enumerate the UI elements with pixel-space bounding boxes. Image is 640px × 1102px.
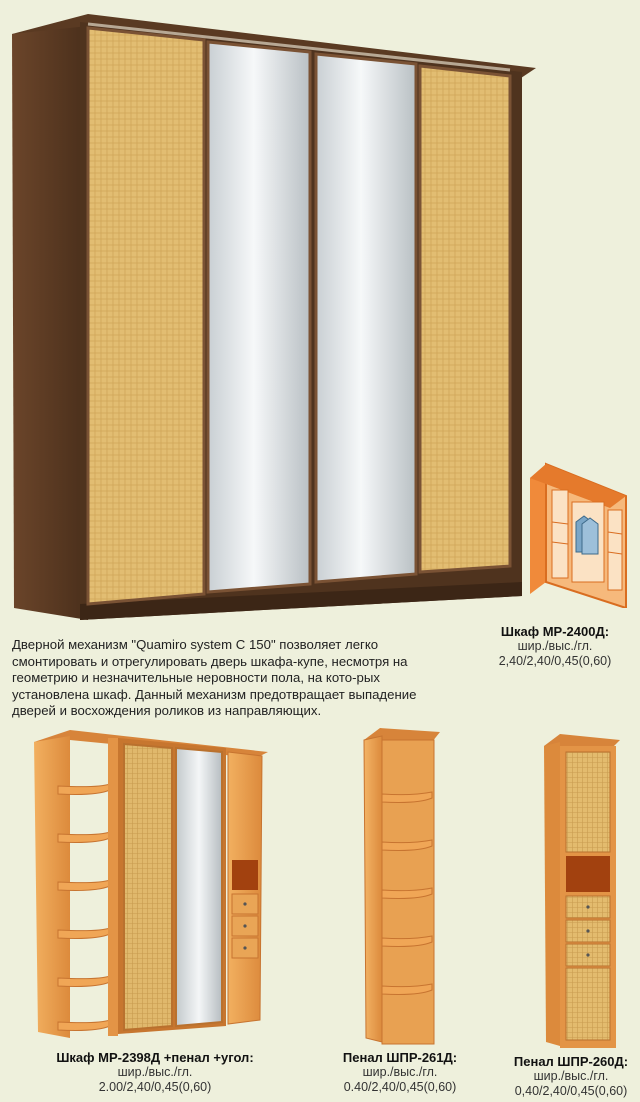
caption-dims-label: шир./выс./гл. [517, 639, 593, 653]
caption-title: Пенал ШПР-261Д: [342, 1050, 458, 1065]
caption-dims: 0.40/2,40/0,45(0,60) [343, 1080, 457, 1094]
caption-dims: 0,40/2,40/0,45(0,60) [514, 1084, 628, 1098]
wardrobe-interior-diagram [528, 462, 628, 608]
caption-mp-2398d [20, 1050, 290, 1095]
wardrobe-mp-2400d-image [8, 8, 538, 628]
caption-dims-label: шир./выс./гл. [362, 1065, 438, 1079]
caption-dims: 2,40/2,40/0,45(0,60) [498, 654, 612, 668]
caption-dims-label: шир./выс./гл. [117, 1065, 193, 1079]
caption-mp-2400d [470, 624, 640, 669]
caption-dims-label: шир./выс./гл. [533, 1069, 609, 1083]
caption-title: Шкаф МР-2400Д: [500, 624, 610, 639]
wardrobe-mp-2398d-image [30, 726, 274, 1042]
pencil-case-shpr-260d-image [540, 730, 622, 1050]
caption-shpr-260d [502, 1054, 640, 1099]
caption-shpr-261d [330, 1050, 470, 1095]
mechanism-description: Дверной механизм "Quamiro system C 150" позволяет легко смонтировать и отрегулировать дверь шкафа-купе, несмотря на геометрию и незначительные неровности пола, на кото-рых установлена шкаф. Данный механизм предотвращает выпадение дверей и восхождения роликов из направляющих. [12, 637, 417, 719]
caption-title: Шкаф МР-2398Д +пенал +угол: [56, 1050, 254, 1065]
caption-title: Пенал ШПР-260Д: [513, 1054, 629, 1069]
pencil-case-shpr-261d-image [360, 724, 444, 1046]
caption-dims: 2.00/2,40/0,45(0,60) [98, 1080, 212, 1094]
